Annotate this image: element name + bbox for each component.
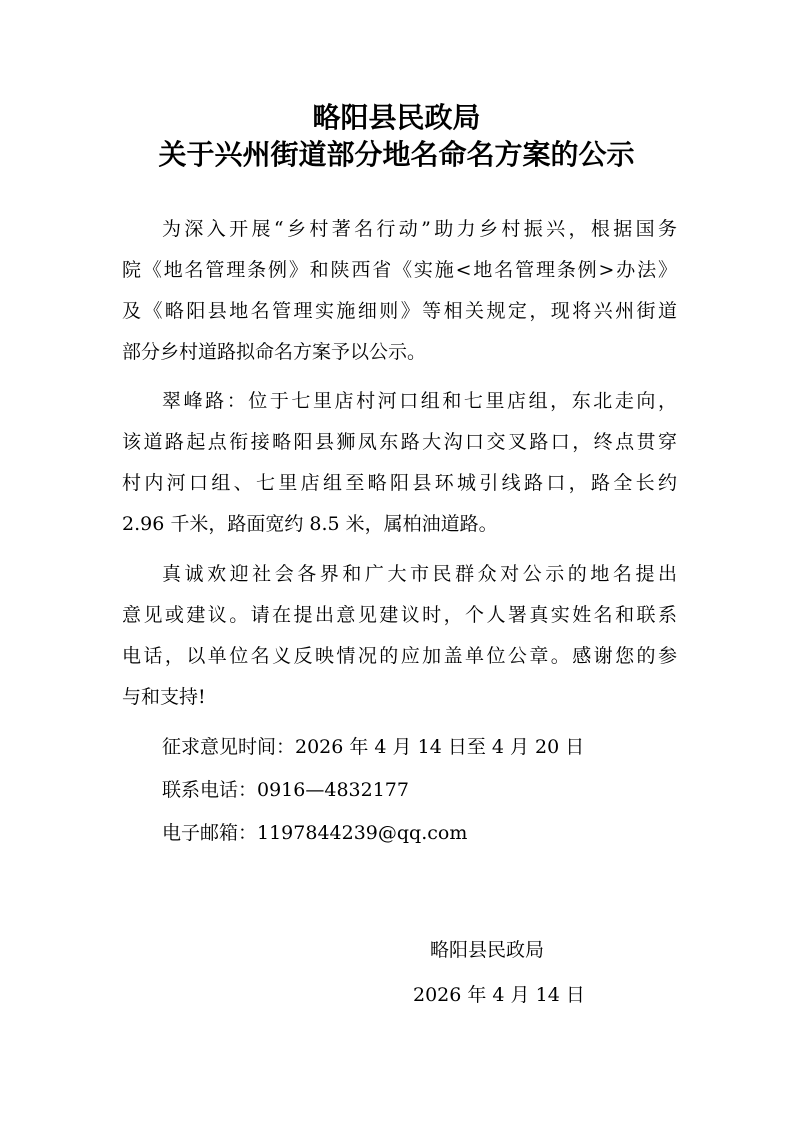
signature-organization: 略阳县民政局 [430,939,545,961]
text-line: 村内河口组、七里店组至略阳县环城引线路口，路全长约 [122,472,677,494]
text-line: 真诚欢迎社会各界和广大市民群众对公示的地名提出 [162,563,677,585]
text-line: 电话，以单位名义反映情况的应加盖单位公章。感谢您的参 [122,645,677,667]
text-line: 及《略阳县地名管理实施细则》等相关规定，现将兴州街道 [122,300,677,322]
text-line: 该道路起点衔接略阳县狮凤东路大沟口交叉路口，终点贯穿 [122,431,677,453]
title-organization: 略阳县民政局 [312,101,481,134]
text-line: 与和支持! [122,686,206,708]
contact-email: 电子邮箱：1197844239@qq.com [162,822,468,844]
text-line: 为深入开展“乡村著名行动”助力乡村振兴，根据国务 [162,218,677,240]
text-line: 部分乡村道路拟命名方案予以公示。 [122,341,427,363]
text-line: 2.96 千米，路面宽约 8.5 米，属柏油道路。 [122,513,498,535]
text-line: 院《地名管理条例》和陕西省《实施<地名管理条例>办法》 [122,259,677,281]
signature-date: 2026 年 4 月 14 日 [413,984,585,1006]
text-line: 意见或建议。请在提出意见建议时，个人署真实姓名和联系 [122,604,677,626]
title-subject: 关于兴州街道部分地名命名方案的公示 [158,138,635,171]
comment-period: 征求意见时间：2026 年 4 月 14 日至 4 月 20 日 [162,736,585,758]
text-line: 翠峰路：位于七里店村河口组和七里店组，东北走向， [162,390,677,412]
contact-phone: 联系电话：0916—4832177 [162,779,409,801]
